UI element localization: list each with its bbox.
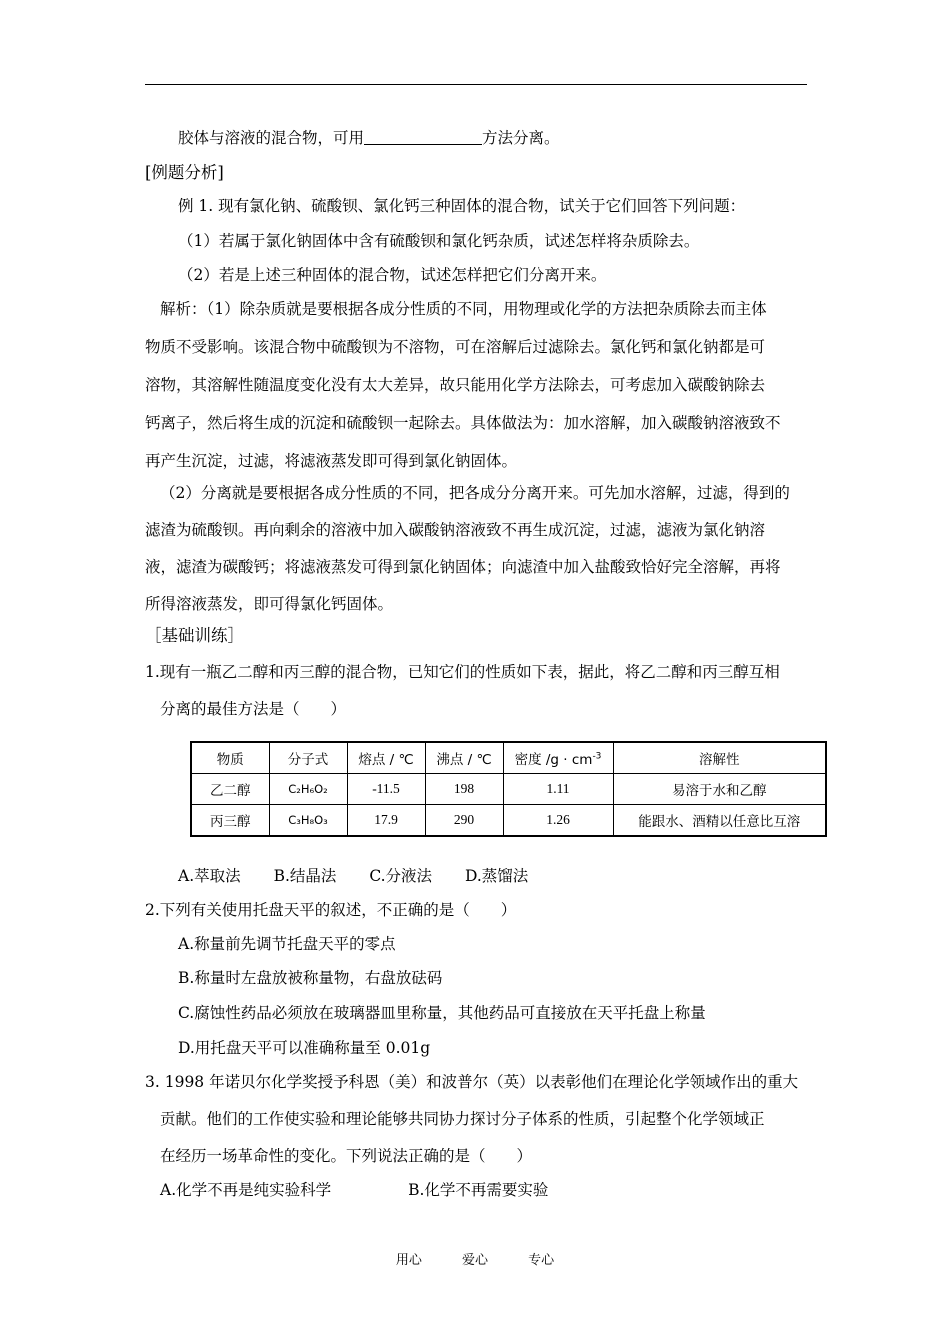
table-header-row	[191, 742, 826, 774]
option-b: B.结晶法	[273, 867, 337, 885]
option-b: B.化学不再需要实验	[408, 1181, 549, 1199]
table-cell: 1.26	[503, 805, 613, 837]
question-3-options	[160, 1180, 548, 1200]
analysis-line: 再产生沉淀，过滤，将滤液蒸发即可得到氯化钠固体。	[145, 452, 518, 470]
properties-table	[190, 741, 827, 837]
option-c: C.分液法	[369, 867, 433, 885]
intro-text-end: 方法分离。	[482, 129, 560, 147]
example-subquestion-1: （1）若属于氯化钠固体中含有硫酸钡和氯化钙杂质，试述怎样将杂质除去。	[178, 232, 700, 250]
intro-text: 胶体与溶液的混合物，可用	[178, 129, 365, 147]
question-3-line: 贡献。他们的工作使实验和理论能够共同协力探讨分子体系的性质，引起整个化学领域正	[160, 1110, 765, 1128]
density-header: 密度 /g · cm	[514, 752, 593, 768]
table-cell: 乙二醇	[191, 774, 269, 805]
analysis-line: 所得溶液蒸发，即可得氯化钙固体。	[145, 595, 394, 613]
question-2-option: C.腐蚀性药品必须放在玻璃器皿里称量，其他药品可直接放在天平托盘上称量	[178, 1004, 706, 1022]
header-rule	[145, 84, 807, 85]
table-cell: C₃H₈O₃	[269, 805, 347, 837]
table-cell: 易溶于水和乙醇	[613, 774, 826, 805]
question-3-line: 3. 1998 年诺贝尔化学奖授予科恩（美）和波普尔（英）以表彰他们在理论化学领域作出的重大	[145, 1073, 799, 1091]
table-header: 物质	[191, 742, 269, 774]
analysis-line: 物质不受影响。该混合物中硫酸钡为不溶物，可在溶解后过滤除去。氯化钙和氯化钠都是可	[145, 338, 766, 356]
question-2-option: D.用托盘天平可以准确称量至 0.01g	[178, 1039, 431, 1057]
table-header: 沸点 / ℃	[425, 742, 503, 774]
example-subquestion-2: （2）若是上述三种固体的混合物，试述怎样把它们分离开来。	[178, 266, 607, 284]
table-header: 溶解性	[613, 742, 826, 774]
question-1-options	[178, 866, 528, 886]
example-question: 例 1. 现有氯化钠、硫酸钡、氯化钙三种固体的混合物，试关于它们回答下列问题：	[178, 197, 746, 215]
footer-text: 专心	[528, 1253, 555, 1268]
option-a: A.化学不再是纯实验科学	[160, 1181, 332, 1199]
table-cell: 290	[425, 805, 503, 837]
density-exponent: -3	[592, 751, 602, 762]
question-2-stem: 2.下列有关使用托盘天平的叙述，不正确的是（ ）	[145, 901, 517, 919]
table-row	[191, 805, 826, 837]
table-cell: 17.9	[347, 805, 425, 837]
question-2-option: A.称量前先调节托盘天平的零点	[178, 935, 396, 953]
analysis-line: 液，滤渣为碳酸钙；将滤液蒸发可得到氯化钠固体；向滤渣中加入盐酸致恰好完全溶解，再将	[145, 558, 781, 576]
table-cell: -11.5	[347, 774, 425, 805]
table-cell: C₂H₆O₂	[269, 774, 347, 805]
footer-text: 爱心	[461, 1253, 488, 1268]
analysis-line: 解析：（1）除杂质就是要根据各成分性质的不同，用物理或化学的方法把杂质除去而主体	[160, 300, 767, 318]
question-2-option: B.称量时左盘放被称量物，右盘放砝码	[178, 969, 443, 987]
analysis-line: （2）分离就是要根据各成分性质的不同，把各成分分离开来。可先加水溶解，过滤，得到的	[160, 484, 790, 502]
analysis-line: 溶物，其溶解性随温度变化没有太大差异，故只能用化学方法除去，可考虑加入碳酸钠除去	[145, 376, 766, 394]
option-d: D.蒸馏法	[465, 867, 529, 885]
analysis-line: 钙离子，然后将生成的沉淀和硫酸钡一起除去。具体做法为：加水溶解，加入碳酸钠溶液致不	[145, 414, 781, 432]
question-1-line: 分离的最佳方法是（ ）	[160, 700, 347, 718]
table-header	[503, 742, 613, 774]
question-3-line: 在经历一场革命性的变化。下列说法正确的是（ ）	[160, 1147, 533, 1165]
table-cell: 1.11	[503, 774, 613, 805]
section-heading-example: [例题分析]	[145, 163, 224, 182]
table-cell: 能跟水、酒精以任意比互溶	[613, 805, 826, 837]
section-heading-training: ［基础训练］	[145, 626, 244, 645]
option-a: A.萃取法	[178, 867, 241, 885]
intro-line	[178, 128, 560, 148]
fill-blank	[364, 128, 482, 145]
table-row	[191, 774, 826, 805]
table-header: 熔点 / ℃	[347, 742, 425, 774]
table-cell: 198	[425, 774, 503, 805]
table-cell: 丙三醇	[191, 805, 269, 837]
table-header: 分子式	[269, 742, 347, 774]
footer-text: 用心	[395, 1253, 422, 1268]
page-footer	[0, 1249, 950, 1268]
analysis-line: 滤渣为硫酸钡。再向剩余的溶液中加入碳酸钠溶液致不再生成沉淀，过滤，滤液为氯化钠溶	[145, 521, 766, 539]
question-1-line: 1.现有一瓶乙二醇和丙三醇的混合物，已知它们的性质如下表，据此，将乙二醇和丙三醇互相	[145, 663, 780, 681]
